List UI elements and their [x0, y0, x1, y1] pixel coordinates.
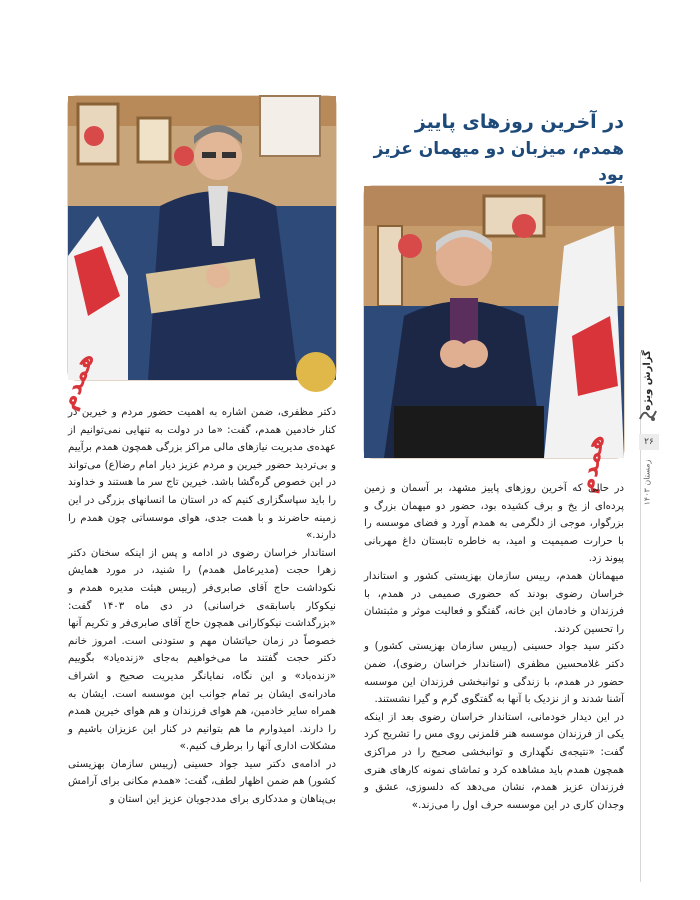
- right-paragraph-2: میهمانان همدم، رییس سازمان بهزیستی کشور و استاندار خراسان رضوی بودند که حضوری صمیمی در همدم، با فرزندان و خادمان این خانه، گفتگو و فعالیت موثر و مثبتشان را تحسین کردند.: [364, 570, 624, 635]
- issue-label: زمستان ۱۴۰۳: [642, 459, 652, 505]
- section-label: گزارش ویژه: [641, 349, 653, 411]
- sidebar-divider: [640, 352, 641, 882]
- page-number: ۲۶: [639, 434, 659, 450]
- article-column-left: [68, 404, 336, 809]
- svg-text:همدم: همدم: [56, 349, 100, 414]
- photo-guest-signing: [56, 96, 336, 414]
- headline-line-1: در آخرین روزهای پاییز: [414, 111, 624, 133]
- article-headline: [362, 108, 624, 188]
- hamdam-logo-icon: [638, 407, 658, 423]
- headline-line-2: همدم، میزبان دو میهمان عزیز بود: [373, 139, 624, 185]
- article-column-right: [364, 480, 624, 814]
- left-paragraph-3: در ادامه‌ی دکتر سید جواد حسینی (رییس سازمان بهزیستی کشور) هم ضمن اظهار لطف، گفت: «همدم مکانی برای آرامش بی‌پناهان و مددکاری برای مددجویان عزیز این استان و: [68, 758, 336, 806]
- right-paragraph-3: دکتر سید جواد حسینی (رییس سازمان بهزیستی کشور) و دکتر غلامحسین مظفری (استاندار خراسان رضوی)، ضمن حضور در همدم، با زندگی و توانبخشی فرزندان این موسسه آشنا شدند و از نزدیک با آنها به گفتگوی گرم و گیرا نشستند.: [364, 641, 624, 706]
- right-paragraph-1: در حالی که آخرین روزهای پاییز مشهد، بر آسمان و زمین پرده‌ای از یخ و برف کشیده بود، حضور دو میهمان بزرگ و بزرگوار، موجی از دلگرمی به همدم آورد و فضای موسسه را با حرارت صمیمیت و امید، به خاطره تابستان داغ مهربانی پیوند زد.: [364, 483, 624, 565]
- left-paragraph-2: استاندار خراسان رضوی در ادامه و پس از اینکه سخنان دکتر زهرا حجت (مدیرعامل همدم) را شنید، در مورد همایش نکوداشت حاج آقای صابری‌فر (رییس هیئت مدیره همدم و نیکوکار باسابقه‌ی خراسانی) در دی ماه ۱۴۰۳ گفت: «بزرگداشت نیکوکارانی همچون حاج آقای صابری‌فر و تکریم آنها خصوصاً در زمان حیاتشان مهم و ستودنی است. امروز خانم دکتر حجت گفتند ما می‌خواهیم به‌جای «زنده‌یاد» بگوییم «زنده‌باد» و این نگاه، نمایانگر مدیریت صحیح و اشراف مادرانه‌ی ایشان بر تمام جوانب این موسسه است. ایشان به همراه سایر خادمین، هم هوای فرزندان و هم هوای خیرین همدم را دارند. امیدوارم ما هم بتوانیم در کنار این عزیزان باشیم و مشکلات اداری آنها را برطرف کنیم.»: [68, 547, 336, 753]
- right-paragraph-4: در این دیدار خودمانی، استاندار خراسان رضوی بعد از اینکه یکی از فرزندان موسسه هنر قلمزنی روی مس را تشریح کرد گفت: «نتیجه‌ی نگهداری و توانبخشی صحیح را در مراکزی همچون همدم باید مشاهده کرد و تماشای نمونه کارهای هنری فرزندان عزیز همدم، نشان می‌دهد که دلسوزی، عشق و وجدان کاری در این موسسه حرف اول را می‌زند.»: [364, 711, 624, 811]
- svg-text:همدم: همدم: [575, 432, 610, 495]
- photo-guest-seated: [364, 186, 624, 495]
- left-paragraph-1: دکتر مظفری، ضمن اشاره به اهمیت حضور مردم و خیرین در کنار خادمین همدم، گفت: «ما در دولت به تنهایی نمی‌توانیم از عهده‌ی مدیریت نیازهای مالی مراکز بزرگی همچون همدم برآییم و بی‌تردید حضور خیرین و مردم عزیز دیار امام رضا(ع) می‌تواند در این خصوص گره‌گشا باشد. خیرین تاج سر ما هستند و خداوند را باید سپاسگزاری کنیم که در استان ما انسانهای بزرگی در این زمینه حاضرند و با همت جدی، هوای موسساتی چون همدم را دارند.»: [68, 407, 336, 542]
